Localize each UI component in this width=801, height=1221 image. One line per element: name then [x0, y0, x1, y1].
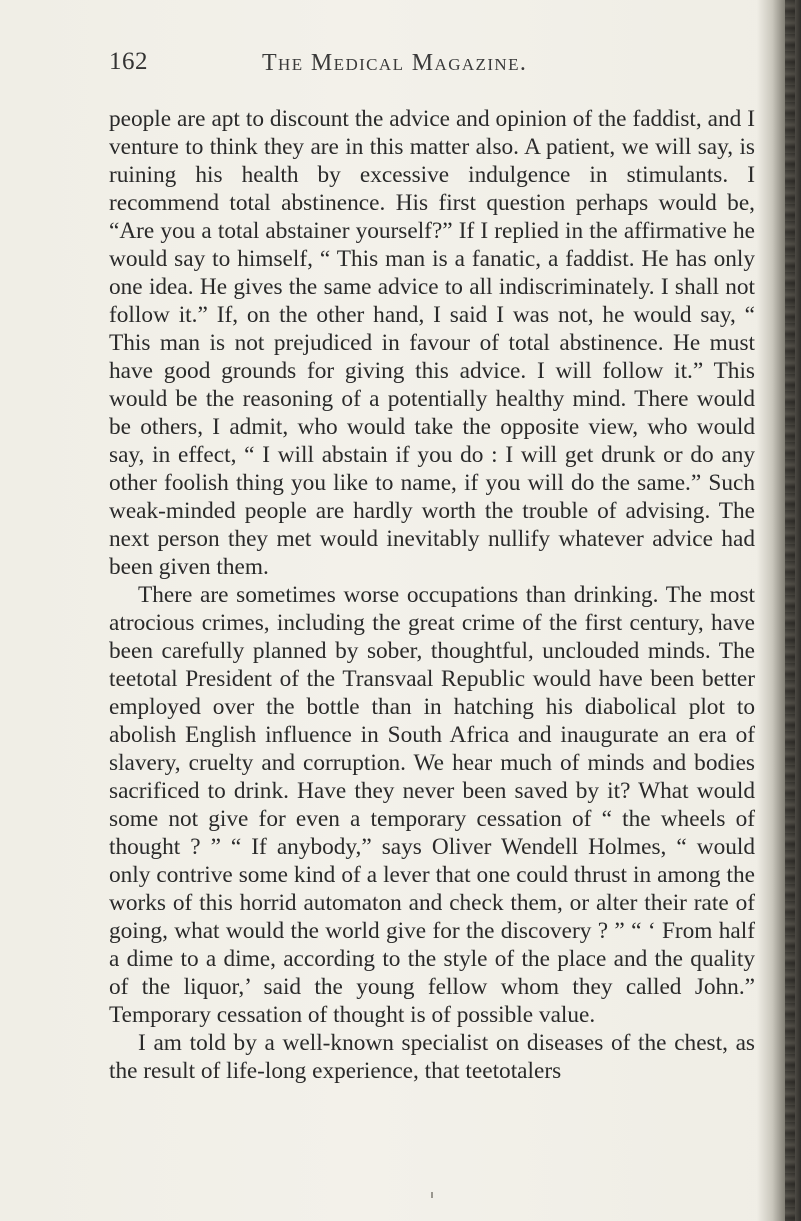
- page-number: 162: [109, 48, 148, 75]
- paragraph-continued: people are apt to discount the advice and opinion of the faddist, and I venture to think they are in this matter also. A patient, we will say, is ruining his health by excessive indulgence in stimulants. I recommend total abstinence. His first question perhaps would be, “Are you a total abstainer yourself?” If I replied in the affirmative he would say to himself, “ This man is a fanatic, a faddist. He has only one idea. He gives the same advice to all indiscriminately. I shall not follow it.” If, on the other hand, I said I was not, he would say, “ This man is not prejudiced in favour of total abstinence. He must have good grounds for giving this advice. I will follow it.” This would be the reasoning of a potentially healthy mind. There would be others, I admit, who would take the opposite view, who would say, in effect, “ I will abstain if you do : I will get drunk or do any other foolish thing you like to name, if you will do the same.” Such weak-minded people are hardly worth the trouble of advising. The next person they met would inevitably nullify whatever advice had been given them.: [109, 106, 755, 580]
- paper-speck: [431, 1192, 433, 1198]
- paragraph: There are sometimes worse occupations than drinking. The most atrocious crimes, including the great crime of the first century, have been carefully planned by sober, thoughtful, unclouded minds. The teetotal President of the Transvaal Republic would have been better employed over the bottle than in hatching his diabolical plot to abolish English influence in South Africa and inaugurate an era of slavery, cruelty and corruption. We hear much of minds and bodies sacrificed to drink. Have they never been saved by it? What would some not give for even a temporary cessation of “ the wheels of thought ? ” “ If anybody,” says Oliver Wendell Holmes, “ would only contrive some kind of a lever that one could thrust in among the works of this horrid automaton and check them, or alter their rate of going, what would the world give for the discovery ? ” “ ‘ From half a dime to a dime, according to the style of the place and the quality of the liquor,’ said the young fellow whom they called John.” Temporary cessation of thought is of possible value.: [109, 582, 755, 1028]
- paragraph: I am told by a well-known specialist on diseases of the chest, as the result of life-long experience, that teetotalers: [109, 1030, 755, 1084]
- body-text: [109, 105, 755, 1085]
- page-header: [109, 48, 749, 84]
- page-edge-stripe: [785, 0, 795, 1221]
- running-title: The Medical Magazine.: [262, 50, 528, 76]
